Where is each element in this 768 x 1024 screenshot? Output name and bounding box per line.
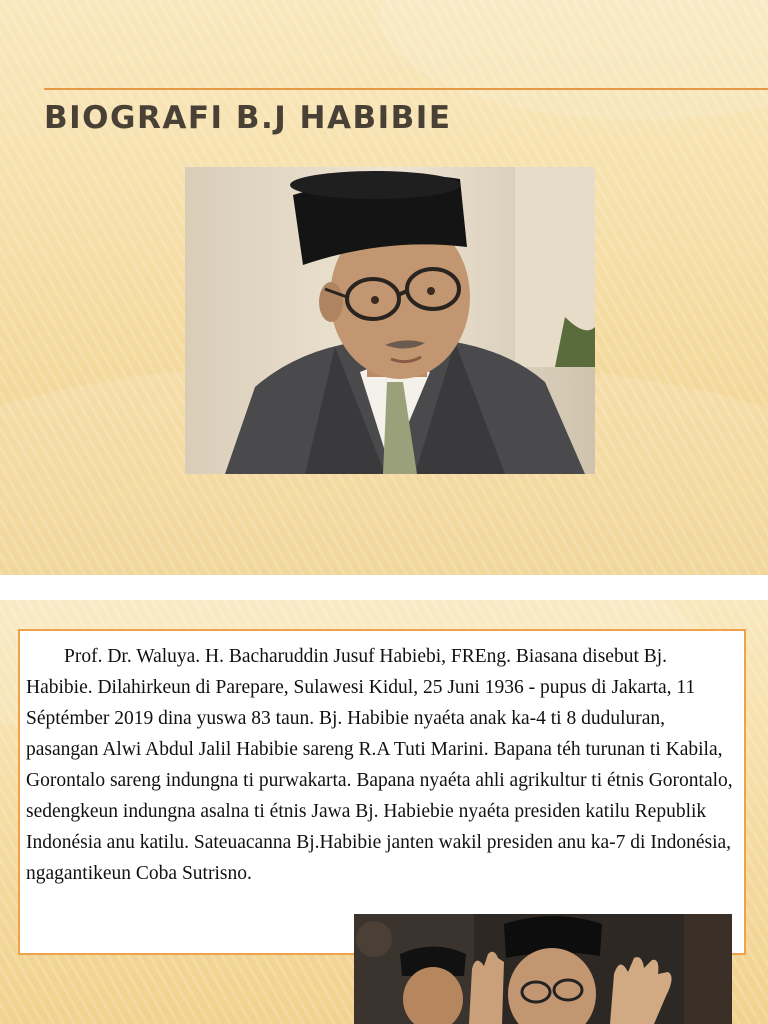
waving-photo-illustration: [354, 914, 732, 1024]
slide-title-text: BIOGRAFI B.J HABIBIE: [44, 100, 452, 136]
biography-text-box: [18, 629, 746, 955]
slide-separator: [0, 575, 768, 600]
portrait-photo: [185, 167, 595, 474]
title-divider: [44, 88, 768, 90]
biography-paragraph: Prof. Dr. Waluya. H. Bacharuddin Jusuf Habiebi, FREng. Biasana disebut Bj. Habibie. Dilahirkeun di Parepare, Sulawesi Kidul, 25 Juni 1936 - pupus di Jakarta, 11 Séptémber 2019 dina yuswa 83 taun. Bj. Habibie nyaéta anak ka-4 ti 8 duduluran, pasangan Alwi Abdul Jalil Habibie sareng R.A Tuti Marini. Bapana téh turunan ti Kabila, Gorontalo sareng indungna ti purwakarta. Bapana nyaéta ahli agrikultur ti étnis Gorontalo, sedengkeun indungna asalna ti étnis Jawa Bj. Habiebie nyaéta presiden katilu Republik Indonésia anu katilu. Sateuacanna Bj.Habibie janten wakil presiden anu ka-7 di Indonésia, ngagantikeun Coba Sutrisno.: [26, 646, 733, 884]
slide-biography: [0, 600, 768, 1024]
habibie-waving-photo: [354, 914, 732, 1024]
portrait-illustration: [185, 167, 595, 474]
